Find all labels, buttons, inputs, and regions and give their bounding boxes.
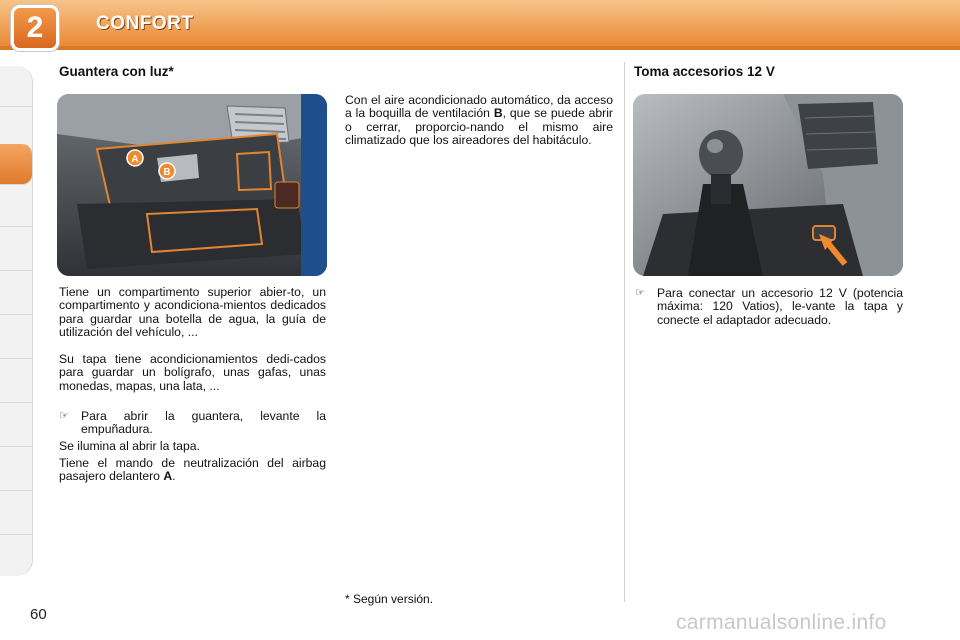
socket-bullet xyxy=(635,287,903,327)
callout-b-label: B xyxy=(163,167,171,178)
chapter-tab-strip xyxy=(0,66,33,576)
chapter-tab[interactable] xyxy=(0,274,32,315)
socket-photo xyxy=(633,94,903,276)
glovebox-paragraph-4: Tiene el mando de neutralización del airbag pasajero delantero A. xyxy=(59,456,326,484)
glovebox-bullet-text: Para abrir la guantera, levante la empuñadura. xyxy=(81,409,326,437)
column-divider xyxy=(624,62,625,602)
footnote: * Según versión. xyxy=(345,592,434,606)
chapter-title: CONFORT xyxy=(96,13,194,34)
glovebox-paragraph-2: Su tapa tiene acondicionamientos dedi-cados para guardar un bolígrafo, unas gafas, unas monedas, mapas, una lata, ... xyxy=(59,352,326,393)
hand-pointer-icon: ☞ xyxy=(635,287,645,299)
glovebox-paragraph-1: Tiene un compartimento superior abier-to, un compartimento y acondiciona-mientos dedicados para guardar una botella de agua, la guía de utilización del vehículo, ... xyxy=(59,285,326,339)
socket-bullet-text: Para conectar un accesorio 12 V (potencia máxima: 120 Vatios), le-vante la tapa y conecte el adaptador adecuado. xyxy=(657,286,903,327)
chapter-tab[interactable] xyxy=(0,494,32,535)
glovebox-paragraph-3: Se ilumina al abrir la tapa. xyxy=(59,439,200,453)
chapter-tab-active[interactable] xyxy=(0,144,32,185)
chapter-tab[interactable] xyxy=(0,362,32,403)
glovebox-section-title: Guantera con luz* xyxy=(59,64,174,79)
watermark: carmanualsonline.info xyxy=(676,611,887,634)
chapter-tab[interactable] xyxy=(0,450,32,491)
chapter-tab[interactable] xyxy=(0,318,32,359)
socket-section-title: Toma accesorios 12 V xyxy=(634,64,775,79)
chapter-tab[interactable] xyxy=(0,230,32,271)
glovebox-bullet xyxy=(59,410,326,437)
page-number: 60 xyxy=(30,606,47,623)
chapter-tab[interactable] xyxy=(0,66,32,107)
glovebox-photo xyxy=(57,94,327,276)
callout-a-label: A xyxy=(131,154,139,165)
header-rule xyxy=(0,46,960,50)
chapter-tab[interactable] xyxy=(0,406,32,447)
chapter-number-badge: 2 xyxy=(14,8,56,48)
ventilation-paragraph: Con el aire acondicionado automático, da acceso a la boquilla de ventilación B, que se puede abrir o cerrar, proporcio-nando el mismo aire climatizado que los aireadores del habitáculo. xyxy=(345,93,613,147)
hand-pointer-icon: ☞ xyxy=(59,410,69,422)
chapter-tab[interactable] xyxy=(0,186,32,227)
